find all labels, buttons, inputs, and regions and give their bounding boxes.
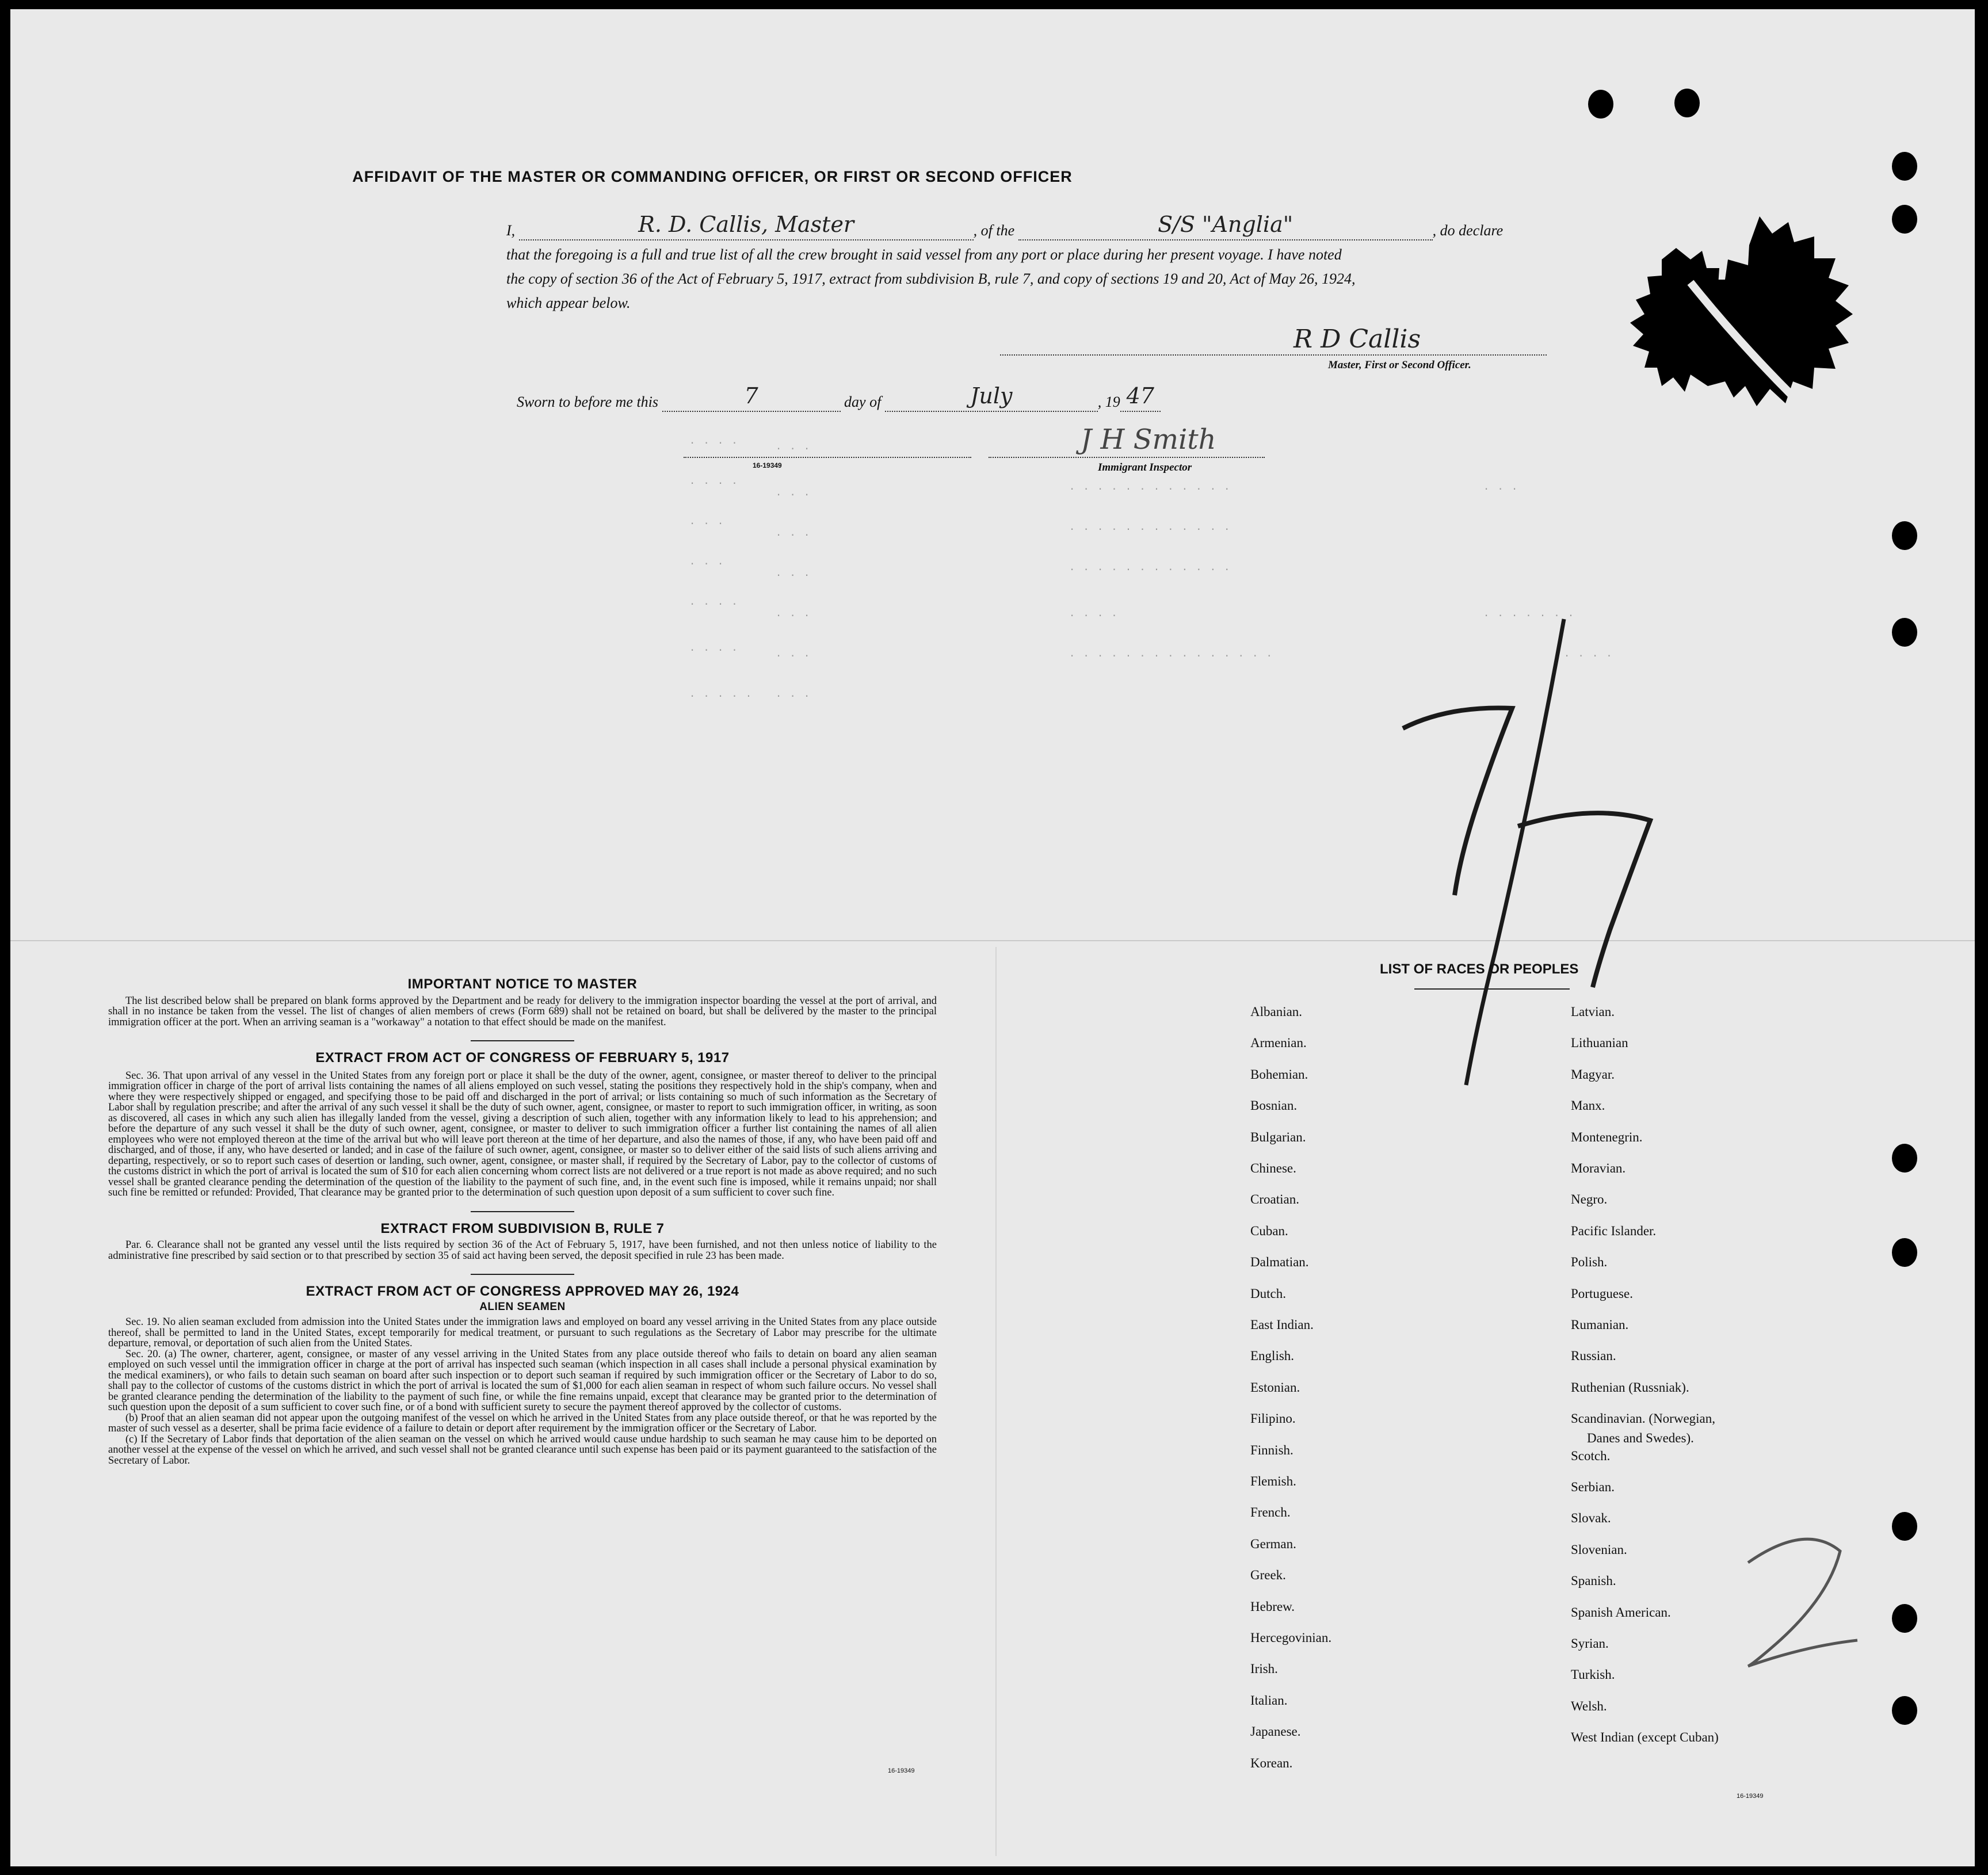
race-item: Italian.	[1250, 1693, 1288, 1708]
race-item: Hebrew.	[1250, 1599, 1295, 1614]
day-field	[662, 383, 841, 412]
punch-hole	[1892, 1144, 1917, 1173]
inspector-left-line	[684, 457, 971, 458]
race-item: Japanese.	[1250, 1724, 1301, 1739]
race-item: Greek.	[1250, 1568, 1286, 1583]
bleed-through-mark: . . .	[689, 515, 725, 527]
notice-form-number: 16-19349	[888, 1767, 915, 1774]
races-title: LIST OF RACES OR PEOPLES	[1380, 961, 1579, 977]
vessel-handwritten: S/S "Anglia"	[1158, 212, 1293, 237]
handwritten-page-mark	[1725, 1522, 1875, 1672]
divider	[471, 1211, 574, 1212]
race-item: Slovak.	[1571, 1511, 1611, 1526]
document-sheet	[10, 9, 1975, 1866]
extract1-title: EXTRACT FROM ACT OF CONGRESS OF FEBRUARY 5, 1917	[315, 1050, 730, 1066]
of-the-label: , of the	[973, 222, 1015, 239]
race-item: Spanish.	[1571, 1574, 1616, 1588]
race-item: Korean.	[1250, 1755, 1293, 1770]
master-signature: R D Callis	[1293, 324, 1421, 354]
bleed-through-mark: . . . . . . . . . . . .	[1069, 481, 1231, 492]
bleed-through-mark: . . .	[776, 648, 811, 659]
sec19-body: Sec. 19. No alien seaman excluded from admission into the United States under the immigration laws and employed on board any vessel arriving in the United States from any place outside thereof, shall be permitted to land in the United States, except temporarily for medical treatment, or pursuant to such regulations as the Secretary of Labor may prescribe for the ultimate departure, removal, or deportation of such alien from the United States.	[108, 1316, 937, 1349]
signature-label: Master, First or Second Officer.	[1328, 359, 1471, 371]
race-item: Moravian.	[1571, 1161, 1626, 1175]
race-item: Chinese.	[1250, 1161, 1296, 1175]
vessel-field	[1018, 212, 1433, 240]
punch-hole	[1892, 152, 1917, 181]
race-item: Serbian.	[1571, 1480, 1615, 1494]
bleed-through-mark: . . . .	[1564, 648, 1613, 659]
race-item: Polish.	[1571, 1255, 1608, 1270]
affidavit-line-2: that the foregoing is a full and true list of all the crew brought in said vessel from any port or place during her present voyage. I have noted	[506, 246, 1342, 263]
race-item: Croatian.	[1250, 1192, 1299, 1207]
name-handwritten: R. D. Callis, Master	[638, 212, 854, 237]
extract1-body: Sec. 36. That upon arrival of any vessel in the United States from any foreign port or place it shall be the duty of the owner, agent, consignee, or master thereof to deliver to the principal immigration officer in charge of the port of arrival lists containing the names of all aliens employed on such vessel, stating the positions they respectively hold in the ship's company, when and where they were respectively shipped or engaged, and specifying those to be paid off and discharged in the port of arrival; or lists containing so much of such information as the Secretary of Labor shall by regulation prescribe; and after the arrival of any such vessel it shall be the duty of such owner, agent, consignee, or master to report to such immigration officer, in writing, as soon as discovered, all cases in which any such alien has illegally landed from the vessel, giving a description of such alien, together with any information likely to lead to his apprehension; and before the departure of any such vessel it shall be the duty of such owner, agent, consignee, or master to deliver to such immigration officer a further list containing the names of all alien employees who were not employed thereon at the time of the arrival but who will leave port thereon at the time of her departure, and also the names of those, if any, who have been paid off and discharged, and of those, if any, who have deserted or landed; and in case of the failure of such owner, agent, consignee, or master so to deliver either of the said lists of such aliens arriving and departing, respectively, or so to report such cases of desertion or landing, such owner, agent, consignee, or master shall, if required by the Secretary of Labor, pay to the collector of customs of the customs district in which the port of arrival is located the sum of $10 for each alien concerning whom correct lists are not delivered or a true report is not made as above required; and no such vessel shall be granted clearance pending the determination of the question of the liability to the payment of such fine, and, in the event such fine is imposed, while it remains unpaid; nor shall such fine be remitted or refunded: Provided, That clearance may be granted prior to the determination of such question upon deposit of a sum sufficient to cover such fine.	[108, 1070, 937, 1198]
bleed-through-mark: . . . . .	[689, 688, 753, 700]
race-item: Montenegrin.	[1571, 1129, 1643, 1144]
affidavit-line-3: the copy of section 36 of the Act of February 5, 1917, extract from subdivision B, rule 7, and copy of sections 19 and 20, Act of May 26, 1924,	[506, 270, 1356, 287]
affidavit-form-number: 16-19349	[753, 461, 782, 469]
day-value: 7	[744, 383, 758, 408]
race-item: Slovenian.	[1571, 1542, 1627, 1557]
bleed-through-mark: . . . . . . . . . . . .	[1069, 521, 1231, 533]
race-item: Albanian.	[1250, 1005, 1303, 1019]
bleed-through-mark: . . .	[776, 487, 811, 498]
year-field	[1120, 383, 1161, 412]
extract2-title: EXTRACT FROM SUBDIVISION B, RULE 7	[380, 1220, 665, 1236]
bleed-through-mark: . . . .	[689, 596, 739, 608]
sec20b-body: (b) Proof that an alien seaman did not appear upon the outgoing manifest of the vessel on which he arrived in the United States from any place outside thereof, or that he was reported by the master of such vessel as a deserter, shall be prima facie evidence of a failure to detain or deport after requirement by the immigration officer or the Secretary of Labor.	[108, 1412, 937, 1434]
seal-stamp	[1621, 213, 1886, 432]
race-item: Latvian.	[1571, 1005, 1615, 1019]
race-item: Bulgarian.	[1250, 1129, 1306, 1144]
year-value: 47	[1126, 383, 1154, 408]
divider	[471, 1040, 574, 1041]
race-item: Scotch.	[1571, 1448, 1611, 1463]
punch-hole	[1674, 89, 1700, 117]
bleed-through-mark: . . .	[776, 688, 811, 700]
punch-hole	[1892, 1238, 1917, 1267]
race-item: Filipino.	[1250, 1411, 1296, 1426]
race-item: Finnish.	[1250, 1442, 1293, 1457]
race-item: French.	[1250, 1505, 1291, 1520]
race-item: Dalmatian.	[1250, 1255, 1309, 1270]
notice-title: IMPORTANT NOTICE TO MASTER	[407, 976, 638, 992]
race-item: Rumanian.	[1571, 1318, 1629, 1332]
race-item: Manx.	[1571, 1098, 1605, 1113]
month-field	[885, 383, 1098, 412]
race-item: East Indian.	[1250, 1318, 1314, 1332]
race-item: German.	[1250, 1536, 1296, 1551]
race-item: Armenian.	[1250, 1036, 1307, 1051]
sworn-label: Sworn to before me this	[517, 394, 659, 410]
race-item: Lithuanian	[1571, 1036, 1628, 1051]
notice-body: The list described below shall be prepared on blank forms approved by the Department and be ready for delivery to the immigration inspector boarding the vessel at the port of arrival, and shall in no instance be taken from the vessel. The list of changes of alien members of crews (Form 689) shall not be retained on board, but shall be delivered by the master to the principal immigration officer at the port. When an arriving seaman is a "workaway" a notation to that effect should be made on the manifest.	[108, 995, 937, 1028]
race-item: Estonian.	[1250, 1380, 1300, 1395]
month-value: July	[970, 383, 1013, 408]
sec20c-body: (c) If the Secretary of Labor finds that deportation of the alien seaman on the vessel on which he arrived would cause undue hardship to such seaman he may cause him to be deported on another vessel at the expense of the vessel on which he arrived, and such vessel shall not be granted clearance until such expense has been paid or its payment guaranteed to the satisfaction of the Secretary of Labor.	[108, 1433, 937, 1467]
extract3-subtitle: ALIEN SEAMEN	[479, 1300, 566, 1313]
extract2-body: Par. 6. Clearance shall not be granted any vessel until the lists required by section 36 of the Act of February 5, 1917, have been furnished, and not then unless notice of liability to the administrative fine prescribed by said section or to that prescribed by section 35 of said act having been served, the deposit specified in rule 23 has been made.	[108, 1239, 937, 1262]
race-item: Turkish.	[1571, 1667, 1615, 1682]
race-item: Bohemian.	[1250, 1067, 1308, 1082]
race-item: Ruthenian (Russniak).	[1571, 1380, 1689, 1395]
race-item: Spanish American.	[1571, 1605, 1671, 1620]
bleed-through-mark: . . .	[776, 608, 811, 619]
punch-hole	[1588, 90, 1613, 119]
day-of-label: day of	[844, 394, 882, 410]
notice-section	[108, 976, 937, 1467]
punch-hole	[1892, 1512, 1917, 1541]
bleed-through-mark: . . . . . . . . . . . .	[1069, 562, 1231, 573]
bleed-through-mark: . . . . . . . . . . . . . . .	[1069, 648, 1273, 659]
affidavit-title: AFFIDAVIT OF THE MASTER OR COMMANDING OFFICER, OR FIRST OR SECOND OFFICER	[352, 168, 1073, 185]
bleed-through-mark: . . .	[776, 527, 811, 539]
i-label: I,	[506, 222, 516, 239]
extract3-title: EXTRACT FROM ACT OF CONGRESS APPROVED MAY 26, 1924	[306, 1284, 739, 1299]
races-form-number: 16-19349	[1737, 1793, 1764, 1800]
signature-line	[1000, 354, 1547, 356]
name-field	[519, 212, 974, 240]
race-item: Scandinavian. (Norwegian,	[1571, 1411, 1716, 1426]
race-item: Bosnian.	[1250, 1098, 1298, 1113]
bleed-through-mark: . . . .	[1069, 608, 1119, 619]
bleed-through-mark: . . .	[776, 441, 811, 452]
race-item: Irish.	[1250, 1662, 1278, 1677]
punch-hole	[1892, 618, 1917, 647]
race-item: Dutch.	[1250, 1286, 1286, 1301]
handwritten-date-mark	[1391, 608, 1714, 1091]
race-item: Negro.	[1571, 1192, 1608, 1207]
divider	[471, 1274, 574, 1275]
sworn-line	[517, 383, 1558, 412]
bleed-through-mark: . . . . . . .	[1483, 608, 1575, 619]
race-item: Syrian.	[1571, 1636, 1609, 1651]
inspector-label: Immigrant Inspector	[1098, 461, 1192, 473]
inspector-line	[989, 457, 1265, 458]
affidavit-line-1	[506, 212, 1548, 240]
fold-line-vertical	[995, 947, 997, 1856]
race-item: West Indian (except Cuban)	[1571, 1730, 1719, 1745]
bleed-through-mark: . . .	[689, 556, 725, 567]
race-item: Hercegovinian.	[1250, 1630, 1332, 1645]
year-prefix: , 19	[1097, 394, 1120, 410]
declare-label: , do declare	[1432, 222, 1504, 239]
punch-hole	[1892, 521, 1917, 550]
race-item: Russian.	[1571, 1349, 1616, 1364]
race-item: Portuguese.	[1571, 1286, 1633, 1301]
affidavit-line-4: which appear below.	[506, 295, 631, 311]
punch-hole	[1892, 1604, 1917, 1633]
bleed-through-mark: . . . .	[689, 475, 739, 487]
inspector-signature: J H Smith	[1081, 423, 1216, 456]
bleed-through-mark: . . . .	[689, 642, 739, 654]
sec20a-body: Sec. 20. (a) The owner, charterer, agent, consignee, or master of any vessel arriving in the United States from any place outside thereof who fails to detain on board any alien seaman employed on such vessel until the immigration officer in charge at the port of arrival has inspected such seaman (which inspection in all cases shall include a personal physical examination by the medical examiners), or who fails to detain such seaman on board after such inspection or to deport such seaman if required by such immigration officer or the Secretary of Labor to do so, shall pay to the collector of customs of the customs district in which the port of arrival is located the sum of $1,000 for each alien seaman in respect of whom such failure occurs. No vessel shall be granted clearance pending the determination of the liability to the payment of such fine, or while the fine remains unpaid, except that clearance may be granted prior to the determination of such question upon the deposit of a sum sufficient to cover such fine, or of a bond with sufficient surety to secure the payment thereof approved by the collector of customs.	[108, 1348, 937, 1413]
race-item: Cuban.	[1250, 1223, 1288, 1238]
divider	[1414, 988, 1570, 990]
race-item: Danes and Swedes).	[1587, 1431, 1694, 1446]
bleed-through-mark: . . .	[1483, 481, 1519, 492]
race-item: Magyar.	[1571, 1067, 1615, 1082]
race-item: Welsh.	[1571, 1698, 1607, 1713]
bleed-through-mark: . . .	[776, 567, 811, 579]
race-item: Pacific Islander.	[1571, 1223, 1657, 1238]
punch-hole	[1892, 1696, 1917, 1725]
race-item: English.	[1250, 1349, 1295, 1364]
punch-hole	[1892, 205, 1917, 234]
bleed-through-mark: . . . .	[689, 435, 739, 446]
race-item: Flemish.	[1250, 1474, 1296, 1488]
